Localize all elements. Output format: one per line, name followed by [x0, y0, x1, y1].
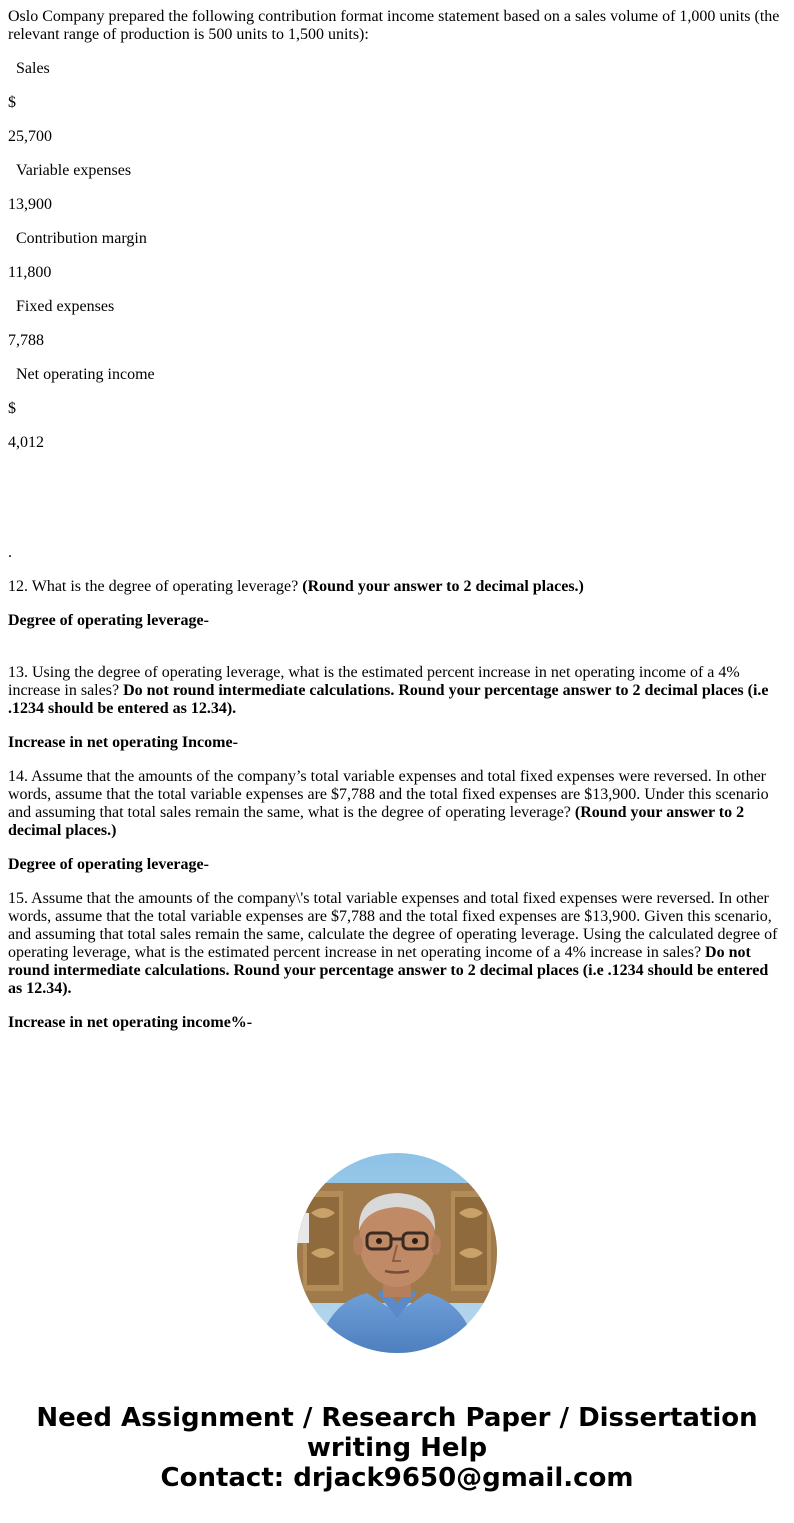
- footer-banner: [0, 1403, 794, 1493]
- contribution-margin-label: Contribution margin: [16, 230, 147, 247]
- question-15-instruction: Do not round intermediate calculations. Round your percentage answer to 2 decimal places (i.e .1234 should be entered as 12.34).: [8, 944, 769, 997]
- fixed-expenses-value: 7,788: [8, 332, 44, 349]
- footer-line-1: Need Assignment / Research Paper / Dissertation: [36, 1403, 758, 1433]
- net-operating-income-value: 4,012: [8, 434, 44, 451]
- sales-label: Sales: [16, 60, 50, 77]
- question-14: [8, 768, 786, 840]
- document-body: [8, 8, 786, 1048]
- footer-contact: Contact: drjack9650@gmail.com: [160, 1463, 634, 1493]
- question-12: [8, 578, 786, 596]
- variable-expenses-value: 13,900: [8, 196, 52, 213]
- question-14-instruction: (Round your answer to 2 decimal places.): [8, 804, 745, 839]
- question-13-text: 13. Using the degree of operating leverage, what is the estimated percent increase in net operating income of a 4% increase in sales?: [8, 664, 740, 699]
- question-13: [8, 664, 786, 718]
- spacer: [8, 468, 786, 544]
- intro-paragraph: Oslo Company prepared the following contribution format income statement based on a sales volume of 1,000 units (the relevant range of production is 500 units to 1,500 units):: [8, 8, 780, 43]
- net-operating-income-label: Net operating income: [16, 366, 155, 383]
- question-14-text: 14. Assume that the amounts of the company’s total variable expenses and total fixed expenses were reversed. In other words, assume that the total variable expenses are $7,788 and the total fixed expenses are $13,900. Under this scenario and assuming that total sales remain the same, what is the degree of operating leverage?: [8, 768, 769, 821]
- portrait-image: [297, 1153, 497, 1353]
- question-15-text: 15. Assume that the amounts of the company\'s total variable expenses and total fixed expenses were reversed. In other words, assume that the total variable expenses are $7,788 and the total fixed expenses are $13,900. Given this scenario, and assuming that total sales remain the same, calculate the degree of operating leverage. Using the calculated degree of operating leverage, what is the estimated percent increase in net operating income of a 4% increase in sales?: [8, 890, 778, 961]
- net-operating-income-currency: $: [8, 400, 16, 417]
- footer-line-2: writing Help: [306, 1433, 488, 1463]
- question-15: [8, 890, 786, 998]
- question-13-answer-label: Increase in net operating Income-: [8, 734, 238, 751]
- separator-dot: .: [8, 544, 12, 561]
- avatar: [297, 1153, 497, 1353]
- sales-value: 25,700: [8, 128, 52, 145]
- spacer: [8, 646, 786, 664]
- question-12-answer-label: Degree of operating leverage-: [8, 612, 209, 629]
- question-12-text: 12. What is the degree of operating leverage?: [8, 578, 303, 595]
- variable-expenses-label: Variable expenses: [16, 162, 132, 179]
- question-15-answer-label: Increase in net operating income%-: [8, 1014, 253, 1031]
- fixed-expenses-label: Fixed expenses: [16, 298, 115, 315]
- question-13-instruction: Do not round intermediate calculations. Round your percentage answer to 2 decimal places (i.e .1234 should be entered as 12.34).: [8, 682, 769, 717]
- question-14-answer-label: Degree of operating leverage-: [8, 856, 209, 873]
- question-12-instruction: (Round your answer to 2 decimal places.): [302, 578, 584, 595]
- sales-currency: $: [8, 94, 16, 111]
- contribution-margin-value: 11,800: [8, 264, 52, 281]
